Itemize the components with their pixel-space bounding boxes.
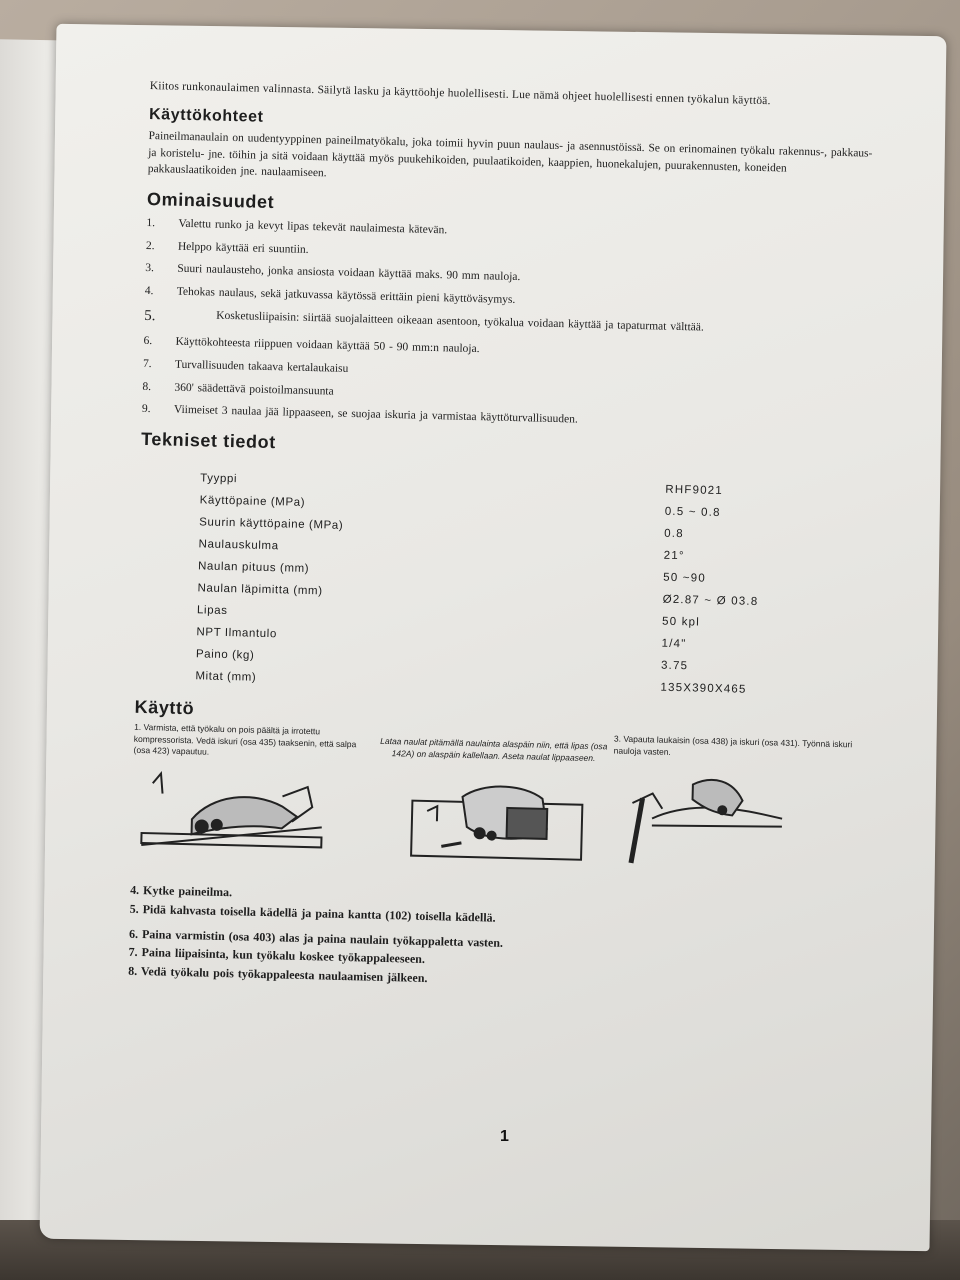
spec-row: Naulan pituus (mm) 50 ~90 <box>197 560 707 585</box>
list-item: 7. Paina liipaisinta, kun työkalu koskee työkappaleeseen. <box>128 945 426 967</box>
spec-row: Käyttöpaine (MPa) 0.5 ~ 0.8 <box>199 494 721 519</box>
spec-row: Mitat (mm) 135X390X465 <box>195 670 747 696</box>
usage-step-2 <box>370 728 614 888</box>
illustration-load-nails <box>391 765 594 880</box>
list-item: 4. Kytke paineilma. <box>129 882 233 900</box>
list-item: 9. Viimeiset 3 naulaa jää lippaaseen, se suojaa iskuria ja varmistaa käyttöturvallisuuden. <box>141 403 578 426</box>
features-list <box>142 215 877 436</box>
spec-row: Naulauskulma 21° <box>198 538 685 563</box>
kayttokohteet-paragraph: Paineilmanaulain on uudentyyppinen paineilmatyökalu, joka toimii hyvin puun naulaus- ja asennustöissä. Se on erinomainen työkalu rakennus-, pakkaus- ja koristelu- jne. töihin ja sitä voidaan käyttää myös puukehikoiden, puulaatikoiden, kaappien, huonekalujen, puurakennusten, koneiden pakkauslaatikoiden jne. naulaamiseen. <box>147 129 873 180</box>
usage-steps-list <box>128 882 860 998</box>
spec-row: Tyyppi RHF9021 <box>200 472 724 497</box>
section-title-ominaisuudet: Ominaisuudet <box>146 188 275 212</box>
page-content <box>128 78 880 999</box>
list-item: 8. 360' säädettävä poistoilmansuunta <box>142 380 334 398</box>
usage-instructions <box>130 722 864 894</box>
list-item: 3. Suuri naulausteho, jonka ansiosta voidaan käyttää maks. 90 mm nauloja. <box>145 262 521 284</box>
usage-step-3 <box>610 734 854 894</box>
spec-row: Paino (kg) 3.75 <box>195 648 689 673</box>
intro-text: Kiitos runkonaulaimen valinnasta. Säilytä lasku ja käyttöohje huolellisesti. Lue nämä ohjeet huolellisesti ennen työkalun käyttöä. <box>149 79 771 108</box>
list-item: 4. Tehokas naulaus, sekä jatkuvassa käytössä erittäin pieni käyttöväsymys. <box>144 284 516 306</box>
section-title-kayttokohteet: Käyttökohteet <box>148 105 264 126</box>
list-item: 1. Valettu runko ja kevyt lipas tekevät naulaimesta kätevän. <box>146 216 448 237</box>
illustration-push-pusher <box>611 763 814 878</box>
list-item: 6. Paina varmistin (osa 403) alas ja paina naulain työkappaletta vasten. <box>128 926 504 950</box>
list-item: 5. Pidä kahvasta toisella kädellä ja paina kantta (102) toisella kädellä. <box>129 901 496 925</box>
list-item: 8. Vedä työkalu pois työkappaleesta naulaamisen jälkeen. <box>128 963 428 985</box>
list-item: 5. Kosketusliipaisin: siirtää suojalaitteen oikeaan asentoon, työkalua voidaan käyttää ja tapaturmat välttää. <box>143 307 704 334</box>
section-title-kaytto: Käyttö <box>134 697 195 719</box>
spec-row: Suurin käyttöpaine (MPa) 0.8 <box>199 516 684 541</box>
spec-table <box>135 466 870 704</box>
usage-step-3-text: 3. Vapauta laukaisin (osa 438) ja iskuri (osa 431). Työnnä iskuri nauloja vasten. <box>613 733 853 757</box>
list-item: 7. Turvallisuuden takaava kertalaukaisu <box>142 357 349 376</box>
usage-step-2-text: Lataa naulat pitämällä naulainta alaspäin niin, että lipas (osa 142A) on alaspäin kallellaan. Aseta naulat lippaaseen. <box>380 736 608 763</box>
usage-step-1-text: 1. Varmista, että työkalu on pois päältä ja irrotettu kompressorista. Vedä iskuri (osa 435) taaksenin, että salpa (osa 423) vapautuu. <box>133 722 357 757</box>
illustration-release-pusher <box>131 762 334 877</box>
list-item: 6. Käyttökohteesta riippuen voidaan käyttää 50 - 90 mm:n nauloja. <box>143 335 480 356</box>
list-item: 2. Helppo käyttää eri suuntiin. <box>145 239 309 256</box>
section-title-tekniset-tiedot: Tekniset tiedot <box>140 428 277 453</box>
usage-step-1 <box>130 722 374 882</box>
spec-row: NPT Ilmantulo 1/4" <box>196 626 687 651</box>
spec-row: Naulan läpimitta (mm) Ø2.87 ~ Ø 03.8 <box>197 582 759 608</box>
spec-row: Lipas 50 kpl <box>196 604 701 629</box>
page-number: 1 <box>500 1128 509 1145</box>
